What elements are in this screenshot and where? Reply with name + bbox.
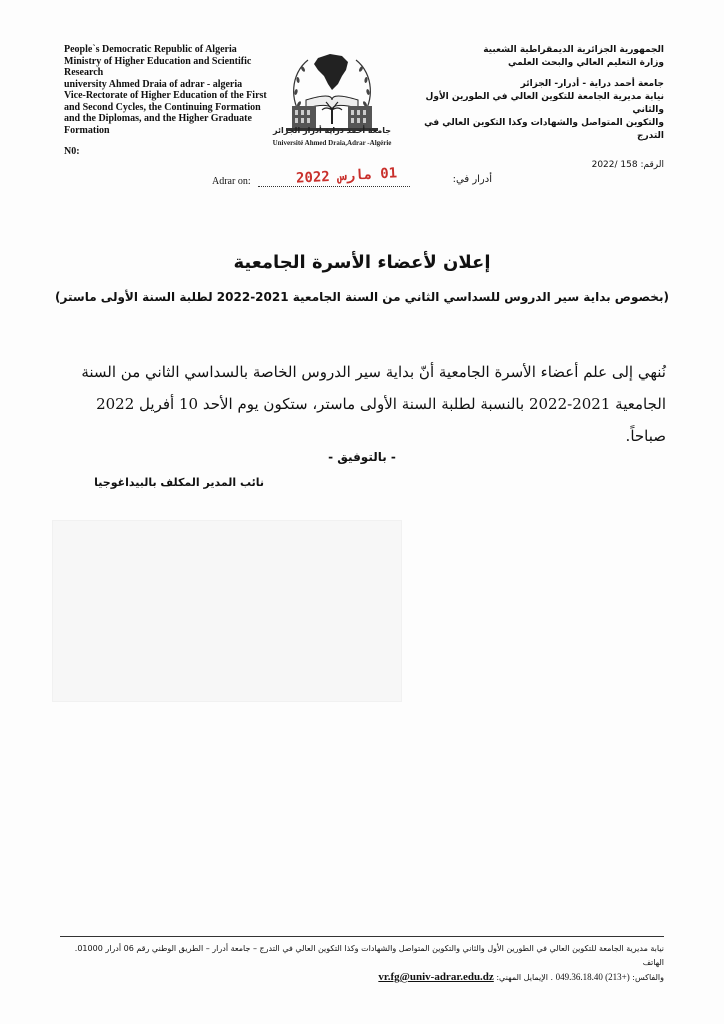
body-line-1: نُنهي إلى علم أعضاء الأسرة الجامعية أنّ بداية سير الدروس الخاصة بالسداسي الثاني من السنة bbox=[81, 363, 666, 381]
footer-contact bbox=[60, 970, 664, 985]
logo-caption-arabic: جامعة أحمد دراية أدرار الجزائر bbox=[272, 126, 392, 135]
footer-email-label: . الإيمايل المهني: bbox=[496, 973, 554, 982]
date-line bbox=[212, 165, 492, 190]
header-university-en: university Ahmed Draia of adrar - algeria bbox=[64, 78, 243, 90]
header-vice-rectorate-en: Vice-Rectorate of Higher Education of the First and Second Cycles, the Continuing Formation and the Diplomas, and the Higher Graduate Formation bbox=[64, 90, 267, 136]
announcement-title: إعلان لأعضاء الأسرة الجامعية bbox=[233, 252, 491, 273]
footer-address: نيابة مديرية الجامعة للتكوين العالي في الطورين الأول والثاني والتكوين المتواصل والشهادات وكذا التكوين العالي في التدرج – جامعة أدرار – الطريق الوطني رقم 06 أدرار 01000. الهاتف bbox=[74, 944, 664, 967]
date-label-en: Adrar on: bbox=[212, 176, 251, 187]
footer-phone: 049.36.18.40 (213+) bbox=[555, 972, 630, 982]
date-label-ar: أدرار في: bbox=[452, 174, 492, 185]
header-country-ar: الجمهورية الجزائرية الديمقراطية الشعبية bbox=[483, 45, 664, 55]
header-ministry-en: Ministry of Higher Education and Scientific Research bbox=[64, 55, 252, 78]
date-stamp: 01 مارس 2022 bbox=[295, 165, 398, 187]
logo-caption-french: Université Ahmed Draia,Adrar -Algérie bbox=[272, 139, 392, 147]
reference-number-label-en: N0: bbox=[64, 146, 80, 157]
footer-divider bbox=[60, 936, 664, 937]
header-vice-rectorate-ar-2: والتكوين المتواصل والشهادات وكذا التكوين العالي في التدرج bbox=[424, 118, 664, 141]
header-vice-rectorate-ar-1: نيابة مديرية الجامعة للتكوين العالي في الطورين الأول والثاني bbox=[425, 92, 664, 115]
body-line-2: الجامعية 2021-2022 بالنسبة لطلبة السنة الأولى ماستر، ستكون يوم الأحد 10 أفريل 2022 صباحاً. bbox=[96, 395, 666, 445]
announcement-body bbox=[66, 356, 666, 452]
header-university-ar: جامعة أحمد دراية - أدرار- الجزائر bbox=[520, 79, 664, 89]
header-ministry-ar: وزارة التعليم العالي والبحث العلمي bbox=[507, 58, 664, 68]
header-country-en: People`s Democratic Republic of Algeria bbox=[64, 44, 237, 55]
redacted-signature-area bbox=[52, 520, 402, 702]
footer-email-link[interactable]: vr.fg@univ-adrar.edu.dz bbox=[378, 971, 494, 983]
closing-greeting: - بالتوفيق - bbox=[328, 450, 396, 464]
reference-number-ar: الرقم: 158 /2022 bbox=[591, 160, 664, 170]
announcement-subtitle: (بخصوص بداية سير الدروس للسداسي الثاني من السنة الجامعية 2021-2022 لطلبة السنة الأولى ماستر) bbox=[55, 290, 669, 304]
footer bbox=[60, 942, 664, 985]
footer-fax-label: والفاكس: bbox=[632, 973, 664, 982]
signer-title: نائب المدير المكلف بالبيداغوجيا bbox=[94, 476, 264, 489]
header-arabic bbox=[414, 44, 664, 172]
date-dotted-line bbox=[258, 186, 410, 187]
header-english bbox=[64, 44, 279, 158]
